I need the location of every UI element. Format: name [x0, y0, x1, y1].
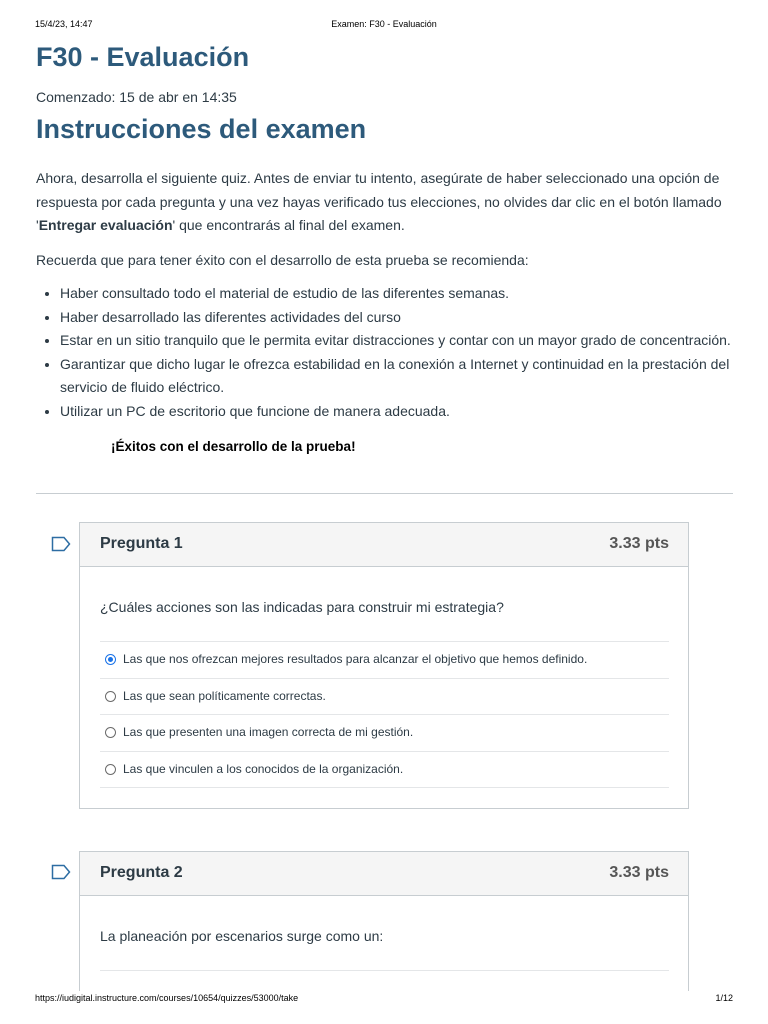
answer-list-top-border — [100, 970, 669, 971]
quiz-started-time: Comenzado: 15 de abr en 14:35 — [36, 89, 237, 105]
quiz-title: F30 - Evaluación — [36, 42, 250, 72]
answer-option-4[interactable] — [100, 752, 669, 789]
instructions-title: Instrucciones del examen — [36, 114, 367, 144]
question-header — [80, 852, 688, 896]
instructions-paragraph-1 — [36, 167, 736, 238]
print-page-number: 1/12 — [715, 993, 733, 1003]
radio-icon[interactable] — [105, 691, 116, 702]
print-header — [35, 19, 733, 31]
print-footer — [35, 993, 733, 1005]
list-item: • Garantizar que dicho lugar le ofrezca estabilidad en la conexión a Internet y continuidad en la prestación del servicio de fluido eléctrico. — [60, 353, 736, 400]
radio-icon[interactable] — [105, 727, 116, 738]
flag-question-1-icon[interactable] — [51, 536, 71, 552]
list-item: • Haber consultado todo el material de estudio de las diferentes semanas. — [60, 282, 736, 306]
print-doc-title: Examen: F30 - Evaluación — [331, 19, 437, 29]
answer-option-2[interactable] — [100, 679, 669, 716]
question-1 — [79, 522, 689, 809]
flag-question-2-icon[interactable] — [51, 864, 71, 880]
instructions-closing: ¡Éxitos con el desarrollo de la prueba! — [111, 439, 356, 454]
question-text: La planeación por escenarios surge como un: — [100, 928, 384, 944]
answer-label[interactable]: Las que vinculen a los conocidos de la organización. — [123, 761, 404, 776]
answer-option-3[interactable] — [100, 715, 669, 752]
question-name: Pregunta 1 — [100, 535, 183, 552]
divider — [36, 493, 733, 494]
answer-label[interactable]: Las que nos ofrezcan mejores resultados para alcanzar el objetivo que hemos definido. — [123, 652, 588, 666]
question-header — [80, 523, 688, 567]
question-text: ¿Cuáles acciones son las indicadas para construir mi estrategia? — [100, 599, 504, 615]
radio-selected-icon[interactable] — [105, 654, 116, 665]
instructions-p1-text: Ahora, desarrolla el siguiente quiz. Antes de enviar tu intento, asegúrate de haber seleccionado una opción de respuesta por cada pregunta y una vez hayas verificado tus elecciones, no olvides dar clic en el botón llamado ' — [36, 170, 722, 233]
question-2 — [79, 851, 689, 991]
instructions-p1-bold: Entregar evaluación — [38, 217, 173, 233]
question-points: 3.33 pts — [609, 864, 669, 881]
answer-label[interactable]: Las que presenten una imagen correcta de mi gestión. — [123, 725, 414, 739]
instructions-body — [36, 167, 736, 459]
print-url: https://iudigital.instructure.com/courses/10654/quizzes/53000/take — [35, 993, 299, 1003]
instructions-list — [36, 282, 736, 423]
answer-list — [100, 641, 669, 788]
list-item: • Haber desarrollado las diferentes actividades del curso — [60, 306, 736, 330]
question-points: 3.33 pts — [609, 535, 669, 552]
list-item: • Utilizar un PC de escritorio que funcione de manera adecuada. — [60, 400, 736, 424]
instructions-paragraph-2: Recuerda que para tener éxito con el desarrollo de esta prueba se recomienda: — [36, 251, 529, 268]
answer-label[interactable]: Las que sean políticamente correctas. — [123, 688, 326, 703]
instructions-p1-end: ' que encontrarás al final del examen. — [172, 217, 405, 233]
print-date: 15/4/23, 14:47 — [35, 19, 93, 29]
answer-option-1[interactable] — [100, 642, 669, 679]
radio-icon[interactable] — [105, 764, 116, 775]
list-item: • Estar en un sitio tranquilo que le permita evitar distracciones y contar con un mayor grado de concentración. — [60, 329, 736, 353]
question-name: Pregunta 2 — [100, 864, 183, 881]
